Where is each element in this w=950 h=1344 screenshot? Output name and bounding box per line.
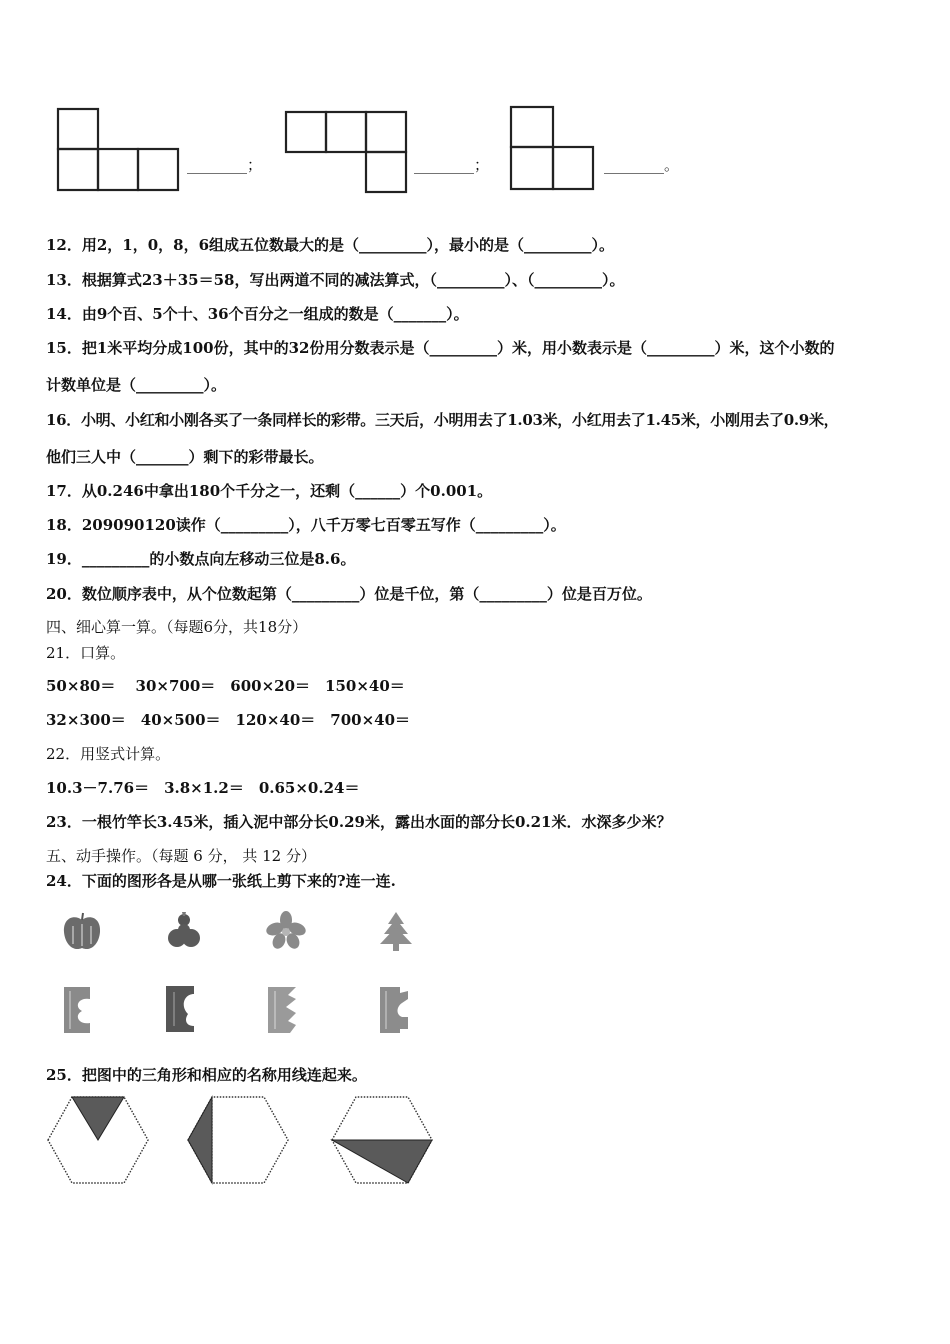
flower-shape-icon xyxy=(264,910,308,952)
folded-paper-3 xyxy=(266,985,302,1035)
question-20: 20．数位顺序表中，从个位数起第（_________）位是千位，第（_________）位是百万位。 xyxy=(46,585,652,603)
question-12: 12．用2，1，0，8，6组成五位数最大的是（_________），最小的是（_________）。 xyxy=(46,236,615,254)
section-4-heading: 四、细心算一算。（每题6分，共18分） xyxy=(46,618,308,636)
hexagon-figure-1 xyxy=(46,1094,150,1186)
vertical-calc-row: 10.3－7.76＝ 3.8×1.2＝ 0.65×0.24＝ xyxy=(46,779,360,797)
tree-shape-icon xyxy=(374,910,418,952)
mental-math-row-1: 50×80＝ 30×700＝ 600×20＝ 150×40＝ xyxy=(46,677,405,695)
hexagon-figure-2 xyxy=(186,1094,290,1186)
mental-math-row-2: 32×300＝ 40×500＝ 120×40＝ 700×40＝ xyxy=(46,711,411,729)
question-22: 22．用竖式计算。 xyxy=(46,745,171,763)
folded-paper-1 xyxy=(62,985,98,1035)
question-16-line2: 他们三人中（_______）剩下的彩带最长。 xyxy=(46,448,324,466)
folded-paper-4 xyxy=(378,985,414,1035)
folded-paper-2 xyxy=(164,984,200,1034)
question-21: 21．口算。 xyxy=(46,644,126,662)
net-figure-2 xyxy=(284,109,410,195)
apple-shape-icon xyxy=(60,910,104,954)
question-15-line2: 计数单位是（_________）。 xyxy=(46,376,227,394)
net-figure-3 xyxy=(509,104,597,192)
net-blank-1: ________； xyxy=(187,156,263,174)
question-18: 18．209090120读作（_________），八千万零七百零五写作（_________）。 xyxy=(46,516,566,534)
net-blank-3: ________。 xyxy=(604,156,680,174)
question-25: 25．把图中的三角形和相应的名称用线连起来。 xyxy=(46,1066,367,1084)
question-24: 24．下面的图形各是从哪一张纸上剪下来的?连一连. xyxy=(46,872,396,890)
gourd-shape-icon xyxy=(162,908,206,954)
question-14: 14．由9个百、5个十、36个百分之一组成的数是（_______）。 xyxy=(46,305,469,323)
question-17: 17．从0.246中拿出180个千分之一，还剩（______）个0.001。 xyxy=(46,482,493,500)
section-5-heading: 五、动手操作。（每题 6 分， 共 12 分） xyxy=(46,847,316,865)
net-figure-1 xyxy=(56,106,182,194)
hexagon-figure-3 xyxy=(330,1094,434,1186)
question-15-line1: 15．把1米平均分成100份，其中的32份用分数表示是（_________）米，用小数表示是（_________）米，这个小数的 xyxy=(46,339,835,357)
question-19: 19．_________的小数点向左移动三位是8.6。 xyxy=(46,550,356,568)
question-16-line1: 16．小明、小红和小刚各买了一条同样长的彩带。三天后，小明用去了1.03米，小红用去了1.45米，小刚用去了0.9米， xyxy=(46,411,839,429)
question-13: 13．根据算式23＋35＝58，写出两道不同的减法算式，（_________）、（_________）。 xyxy=(46,271,625,289)
question-23: 23．一根竹竿长3.45米，插入泥中部分长0.29米，露出水面的部分长0.21米．水深多少米？ xyxy=(46,813,672,831)
net-blank-2: ________； xyxy=(414,156,490,174)
